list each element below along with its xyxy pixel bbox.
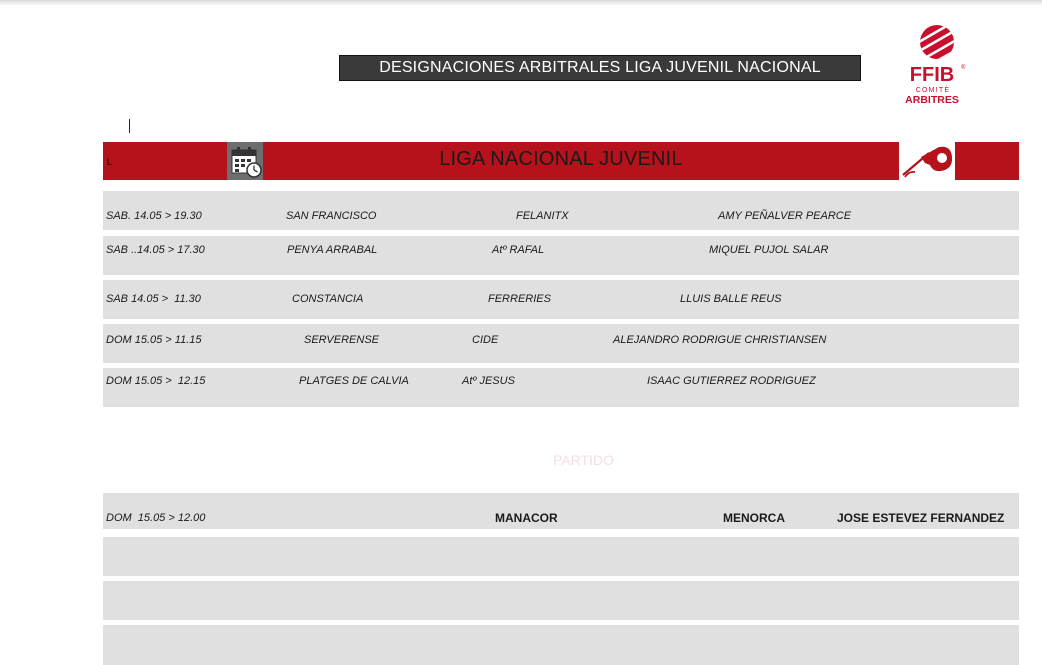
referee: MIQUEL PUJOL SALAR [709, 244, 829, 256]
left-marker: L [107, 157, 113, 167]
away-team: MENORCA [723, 511, 785, 525]
home-team: MANACOR [495, 511, 558, 525]
referee: ISAAC GUTIERREZ RODRIGUEZ [647, 375, 816, 387]
match-row [103, 324, 1019, 363]
match-date: SAB 14.05 > 11.30 [106, 293, 201, 305]
league-header-bar [103, 142, 1019, 180]
top-shadow [0, 0, 1042, 6]
empty-row [103, 537, 1019, 576]
whistle-icon [899, 141, 955, 181]
away-team: FELANITX [516, 210, 569, 222]
away-team: Atº RAFAL [492, 244, 545, 256]
partido-label: PARTIDO [553, 452, 614, 468]
svg-text:ARBITRES: ARBITRES [905, 94, 959, 106]
home-team: PENYA ARRABAL [287, 244, 378, 256]
ffib-logo [900, 24, 964, 106]
whistle-icon-box [899, 141, 955, 181]
away-team: Atº JESUS [462, 375, 515, 387]
home-team: SERVERENSE [304, 334, 379, 346]
match-row [103, 368, 1019, 407]
referee: AMY PEÑALVER PEARCE [718, 210, 852, 222]
text-cursor [129, 119, 130, 133]
match-row [103, 493, 1019, 529]
svg-text:FFIB: FFIB [909, 64, 955, 86]
match-row [103, 191, 1019, 230]
document-title: DESIGNACIONES ARBITRALES LIGA JUVENIL NACIONAL [339, 55, 861, 81]
away-team: CIDE [472, 334, 499, 346]
match-date: SAB ..14.05 > 17.30 [106, 244, 205, 256]
home-team: PLATGES DE CALVIA [299, 375, 409, 387]
league-title: LIGA NACIONAL JUVENIL [439, 148, 683, 170]
referee: JOSE ESTEVEZ FERNANDEZ [837, 511, 1005, 525]
match-row [103, 236, 1019, 275]
match-date: DOM 15.05 > 12.15 [106, 375, 206, 387]
svg-text:®: ® [961, 65, 966, 71]
referee: ALEJANDRO RODRIGUE CHRISTIANSEN [613, 334, 827, 346]
away-team: FERRERIES [488, 293, 551, 305]
home-team: SAN FRANCISCO [286, 210, 377, 222]
referee: LLUIS BALLE REUS [680, 293, 782, 305]
empty-row [103, 581, 1019, 620]
match-date: DOM 15.05 > 12.00 [106, 512, 206, 524]
svg-text:COMITÈ: COMITÈ [915, 87, 951, 94]
match-row [103, 280, 1019, 319]
match-date: DOM 15.05 > 11.15 [106, 334, 202, 346]
home-team: CONSTANCIA [292, 293, 364, 305]
match-date: SAB. 14.05 > 19.30 [106, 210, 202, 222]
empty-row [103, 625, 1019, 665]
